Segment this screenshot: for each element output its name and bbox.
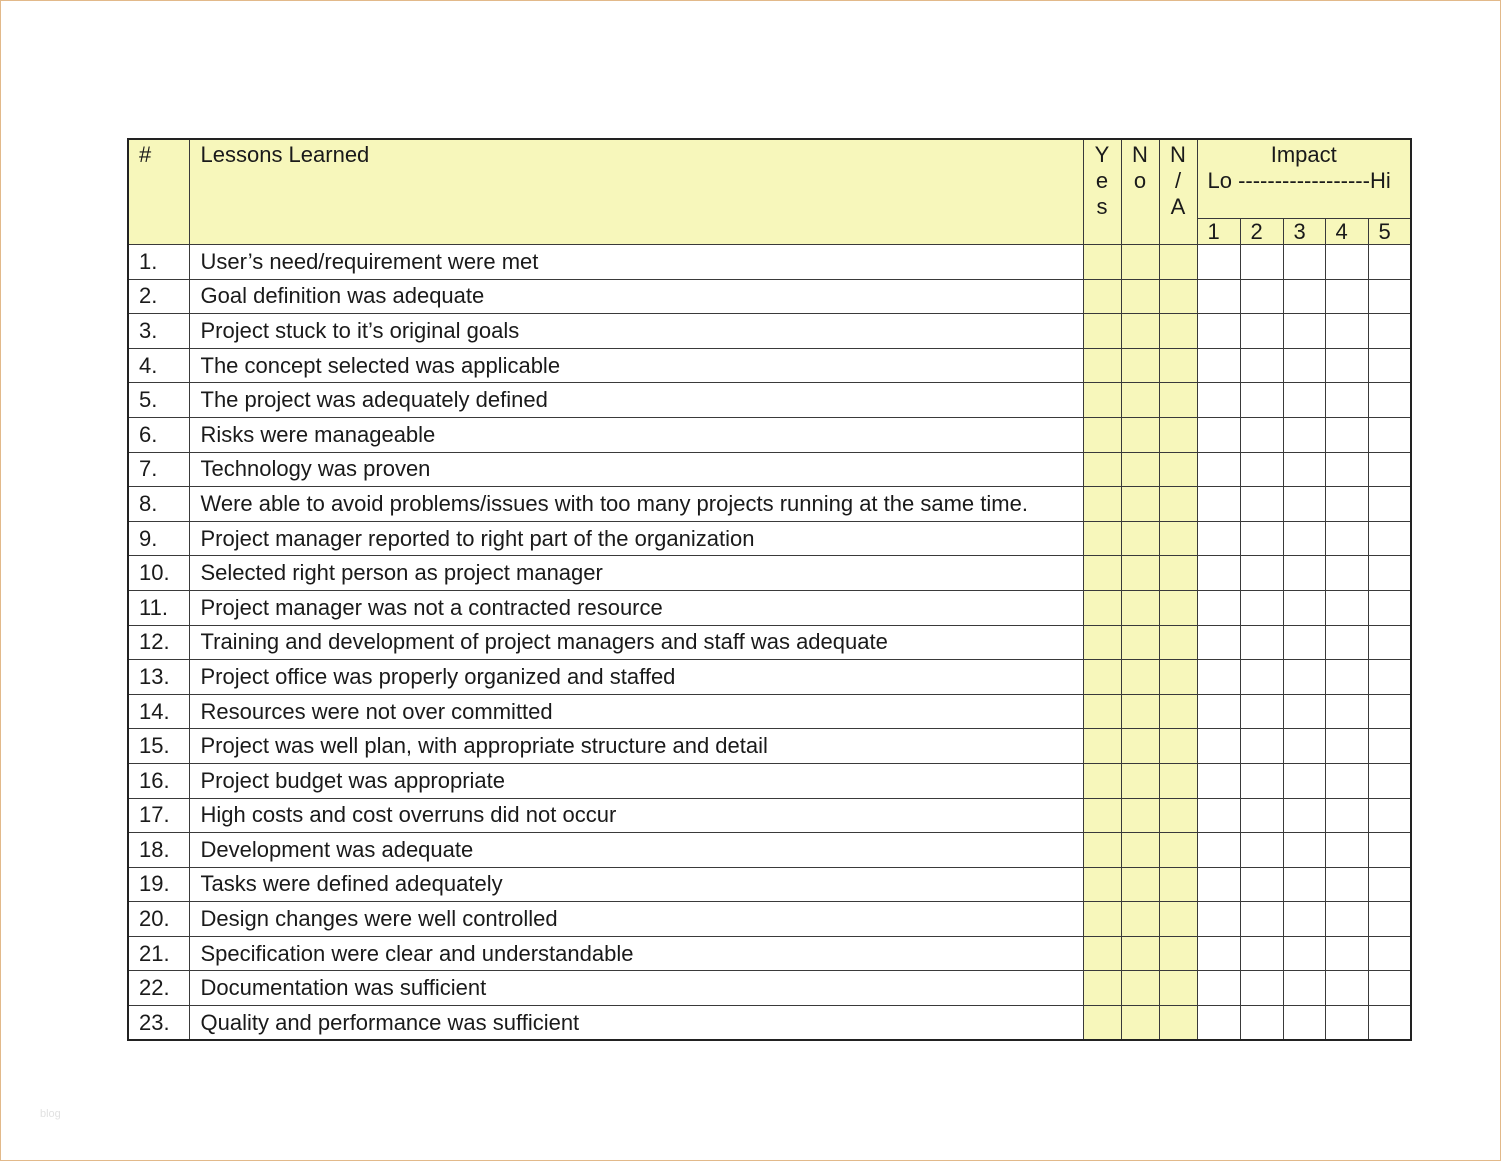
impact-1-cell[interactable] <box>1197 452 1240 487</box>
impact-1-cell[interactable] <box>1197 763 1240 798</box>
row-lesson: Risks were manageable <box>189 417 1083 452</box>
impact-4-cell[interactable] <box>1325 971 1368 1006</box>
row-number: 20. <box>128 902 189 937</box>
impact-3-cell[interactable] <box>1283 833 1325 868</box>
na-checkbox-cell[interactable] <box>1159 971 1197 1006</box>
yes-checkbox-cell[interactable] <box>1083 245 1121 280</box>
row-number: 2. <box>128 279 189 314</box>
no-checkbox-cell[interactable] <box>1121 417 1159 452</box>
impact-4-cell[interactable] <box>1325 1006 1368 1041</box>
impact-1-cell[interactable] <box>1197 694 1240 729</box>
impact-2-cell[interactable] <box>1240 521 1283 556</box>
impact-1-cell[interactable] <box>1197 902 1240 937</box>
no-checkbox-cell[interactable] <box>1121 348 1159 383</box>
row-lesson: Technology was proven <box>189 452 1083 487</box>
impact-3-cell[interactable] <box>1283 279 1325 314</box>
header-row <box>128 139 1411 219</box>
impact-2-cell[interactable] <box>1240 971 1283 1006</box>
impact-5-cell[interactable] <box>1368 245 1411 280</box>
impact-4-cell[interactable] <box>1325 660 1368 695</box>
impact-4-cell[interactable] <box>1325 452 1368 487</box>
impact-4-cell[interactable] <box>1325 833 1368 868</box>
yes-checkbox-cell[interactable] <box>1083 452 1121 487</box>
na-checkbox-cell[interactable] <box>1159 694 1197 729</box>
impact-4-cell[interactable] <box>1325 417 1368 452</box>
table-row <box>128 348 1411 383</box>
impact-3-cell[interactable] <box>1283 1006 1325 1041</box>
impact-2-cell[interactable] <box>1240 660 1283 695</box>
no-checkbox-cell[interactable] <box>1121 867 1159 902</box>
no-checkbox-cell[interactable] <box>1121 694 1159 729</box>
impact-level-4: 4 <box>1325 219 1368 245</box>
table-row <box>128 245 1411 280</box>
no-checkbox-cell[interactable] <box>1121 521 1159 556</box>
na-checkbox-cell[interactable] <box>1159 1006 1197 1041</box>
impact-3-cell[interactable] <box>1283 245 1325 280</box>
row-lesson: Goal definition was adequate <box>189 279 1083 314</box>
header-na-letter: / <box>1174 168 1182 193</box>
na-checkbox-cell[interactable] <box>1159 452 1197 487</box>
row-number: 19. <box>128 867 189 902</box>
impact-4-cell[interactable] <box>1325 348 1368 383</box>
impact-4-cell[interactable] <box>1325 521 1368 556</box>
row-lesson: Tasks were defined adequately <box>189 867 1083 902</box>
impact-4-cell[interactable] <box>1325 314 1368 349</box>
na-checkbox-cell[interactable] <box>1159 729 1197 764</box>
impact-3-cell[interactable] <box>1283 590 1325 625</box>
table-row <box>128 625 1411 660</box>
watermark: blog <box>40 1108 61 1120</box>
impact-3-cell[interactable] <box>1283 487 1325 522</box>
impact-1-cell[interactable] <box>1197 729 1240 764</box>
impact-3-cell[interactable] <box>1283 417 1325 452</box>
no-checkbox-cell[interactable] <box>1121 487 1159 522</box>
no-checkbox-cell[interactable] <box>1121 245 1159 280</box>
impact-5-cell[interactable] <box>1368 729 1411 764</box>
table-row <box>128 487 1411 522</box>
impact-5-cell[interactable] <box>1368 763 1411 798</box>
row-lesson: Project office was properly organized and staffed <box>189 660 1083 695</box>
table-row <box>128 590 1411 625</box>
yes-checkbox-cell[interactable] <box>1083 902 1121 937</box>
na-checkbox-cell[interactable] <box>1159 660 1197 695</box>
impact-scale: Lo ------------------Hi <box>1207 168 1391 193</box>
yes-checkbox-cell[interactable] <box>1083 971 1121 1006</box>
table-row <box>128 521 1411 556</box>
row-number: 13. <box>128 660 189 695</box>
impact-2-cell[interactable] <box>1240 902 1283 937</box>
impact-1-cell[interactable] <box>1197 521 1240 556</box>
impact-1-cell[interactable] <box>1197 867 1240 902</box>
impact-3-cell[interactable] <box>1283 314 1325 349</box>
impact-5-cell[interactable] <box>1368 383 1411 418</box>
header-no <box>1121 139 1159 245</box>
na-checkbox-cell[interactable] <box>1159 348 1197 383</box>
impact-5-cell[interactable] <box>1368 556 1411 591</box>
impact-3-cell[interactable] <box>1283 521 1325 556</box>
impact-4-cell[interactable] <box>1325 936 1368 971</box>
yes-checkbox-cell[interactable] <box>1083 694 1121 729</box>
impact-3-cell[interactable] <box>1283 867 1325 902</box>
no-checkbox-cell[interactable] <box>1121 1006 1159 1041</box>
row-lesson: The project was adequately defined <box>189 383 1083 418</box>
na-checkbox-cell[interactable] <box>1159 833 1197 868</box>
table-row <box>128 902 1411 937</box>
impact-5-cell[interactable] <box>1368 348 1411 383</box>
impact-2-cell[interactable] <box>1240 833 1283 868</box>
impact-5-cell[interactable] <box>1368 590 1411 625</box>
yes-checkbox-cell[interactable] <box>1083 1006 1121 1041</box>
impact-5-cell[interactable] <box>1368 1006 1411 1041</box>
yes-checkbox-cell[interactable] <box>1083 487 1121 522</box>
impact-1-cell[interactable] <box>1197 971 1240 1006</box>
row-lesson: Specification were clear and understandable <box>189 936 1083 971</box>
yes-checkbox-cell[interactable] <box>1083 867 1121 902</box>
row-number: 15. <box>128 729 189 764</box>
impact-1-cell[interactable] <box>1197 660 1240 695</box>
row-number: 18. <box>128 833 189 868</box>
na-checkbox-cell[interactable] <box>1159 867 1197 902</box>
no-checkbox-cell[interactable] <box>1121 452 1159 487</box>
row-lesson: High costs and cost overruns did not occur <box>189 798 1083 833</box>
impact-3-cell[interactable] <box>1283 729 1325 764</box>
impact-1-cell[interactable] <box>1197 348 1240 383</box>
no-checkbox-cell[interactable] <box>1121 936 1159 971</box>
impact-2-cell[interactable] <box>1240 314 1283 349</box>
impact-2-cell[interactable] <box>1240 556 1283 591</box>
no-checkbox-cell[interactable] <box>1121 314 1159 349</box>
yes-checkbox-cell[interactable] <box>1083 729 1121 764</box>
yes-checkbox-cell[interactable] <box>1083 660 1121 695</box>
row-lesson: User’s need/requirement were met <box>189 245 1083 280</box>
impact-5-cell[interactable] <box>1368 452 1411 487</box>
row-number: 8. <box>128 487 189 522</box>
impact-1-cell[interactable] <box>1197 833 1240 868</box>
na-checkbox-cell[interactable] <box>1159 487 1197 522</box>
impact-5-cell[interactable] <box>1368 314 1411 349</box>
header-impact <box>1197 139 1411 219</box>
na-checkbox-cell[interactable] <box>1159 798 1197 833</box>
yes-checkbox-cell[interactable] <box>1083 590 1121 625</box>
impact-2-cell[interactable] <box>1240 487 1283 522</box>
impact-2-cell[interactable] <box>1240 729 1283 764</box>
impact-4-cell[interactable] <box>1325 625 1368 660</box>
impact-1-cell[interactable] <box>1197 279 1240 314</box>
yes-checkbox-cell[interactable] <box>1083 798 1121 833</box>
no-checkbox-cell[interactable] <box>1121 590 1159 625</box>
impact-4-cell[interactable] <box>1325 556 1368 591</box>
row-number: 11. <box>128 590 189 625</box>
impact-2-cell[interactable] <box>1240 245 1283 280</box>
no-checkbox-cell[interactable] <box>1121 833 1159 868</box>
na-checkbox-cell[interactable] <box>1159 314 1197 349</box>
yes-checkbox-cell[interactable] <box>1083 625 1121 660</box>
impact-1-cell[interactable] <box>1197 798 1240 833</box>
impact-4-cell[interactable] <box>1325 279 1368 314</box>
impact-4-cell[interactable] <box>1325 245 1368 280</box>
table-row <box>128 660 1411 695</box>
row-lesson: Quality and performance was sufficient <box>189 1006 1083 1041</box>
impact-1-cell[interactable] <box>1197 245 1240 280</box>
impact-1-cell[interactable] <box>1197 625 1240 660</box>
impact-5-cell[interactable] <box>1368 487 1411 522</box>
yes-checkbox-cell[interactable] <box>1083 936 1121 971</box>
row-lesson: The concept selected was applicable <box>189 348 1083 383</box>
impact-level-3: 3 <box>1283 219 1325 245</box>
impact-2-cell[interactable] <box>1240 417 1283 452</box>
table-row <box>128 833 1411 868</box>
yes-checkbox-cell[interactable] <box>1083 314 1121 349</box>
impact-1-cell[interactable] <box>1197 936 1240 971</box>
table-row <box>128 556 1411 591</box>
row-number: 3. <box>128 314 189 349</box>
no-checkbox-cell[interactable] <box>1121 971 1159 1006</box>
yes-checkbox-cell[interactable] <box>1083 383 1121 418</box>
row-lesson: Project stuck to it’s original goals <box>189 314 1083 349</box>
row-number: 16. <box>128 763 189 798</box>
header-na <box>1159 139 1197 245</box>
header-no-letter: o <box>1133 168 1147 193</box>
lessons-learned-table <box>127 138 1412 1041</box>
impact-title: Impact <box>1270 142 1337 167</box>
impact-4-cell[interactable] <box>1325 694 1368 729</box>
table-row <box>128 279 1411 314</box>
impact-3-cell[interactable] <box>1283 625 1325 660</box>
yes-checkbox-cell[interactable] <box>1083 833 1121 868</box>
row-lesson: Design changes were well controlled <box>189 902 1083 937</box>
impact-1-cell[interactable] <box>1197 417 1240 452</box>
impact-1-cell[interactable] <box>1197 383 1240 418</box>
row-lesson: Selected right person as project manager <box>189 556 1083 591</box>
yes-checkbox-cell[interactable] <box>1083 279 1121 314</box>
impact-5-cell[interactable] <box>1368 798 1411 833</box>
row-number: 23. <box>128 1006 189 1041</box>
impact-1-cell[interactable] <box>1197 487 1240 522</box>
impact-3-cell[interactable] <box>1283 383 1325 418</box>
no-checkbox-cell[interactable] <box>1121 625 1159 660</box>
impact-3-cell[interactable] <box>1283 556 1325 591</box>
table-row <box>128 763 1411 798</box>
impact-3-cell[interactable] <box>1283 660 1325 695</box>
header-na-letter: N <box>1170 142 1186 167</box>
yes-checkbox-cell[interactable] <box>1083 763 1121 798</box>
row-lesson: Training and development of project managers and staff was adequate <box>189 625 1083 660</box>
row-lesson: Project manager was not a contracted resource <box>189 590 1083 625</box>
row-number: 10. <box>128 556 189 591</box>
impact-5-cell[interactable] <box>1368 971 1411 1006</box>
na-checkbox-cell[interactable] <box>1159 936 1197 971</box>
row-number: 1. <box>128 245 189 280</box>
impact-2-cell[interactable] <box>1240 452 1283 487</box>
row-lesson: Were able to avoid problems/issues with too many projects running at the same time. <box>189 487 1083 522</box>
impact-level-5: 5 <box>1368 219 1411 245</box>
row-lesson: Development was adequate <box>189 833 1083 868</box>
impact-2-cell[interactable] <box>1240 279 1283 314</box>
table-row <box>128 971 1411 1006</box>
impact-3-cell[interactable] <box>1283 798 1325 833</box>
table-row <box>128 383 1411 418</box>
impact-1-cell[interactable] <box>1197 1006 1240 1041</box>
na-checkbox-cell[interactable] <box>1159 763 1197 798</box>
impact-2-cell[interactable] <box>1240 625 1283 660</box>
na-checkbox-cell[interactable] <box>1159 902 1197 937</box>
impact-5-cell[interactable] <box>1368 694 1411 729</box>
impact-4-cell[interactable] <box>1325 867 1368 902</box>
header-number: # <box>128 139 189 245</box>
impact-1-cell[interactable] <box>1197 556 1240 591</box>
row-number: 17. <box>128 798 189 833</box>
header-na-letter: A <box>1170 194 1186 219</box>
table-row <box>128 1006 1411 1041</box>
impact-3-cell[interactable] <box>1283 936 1325 971</box>
row-lesson: Project was well plan, with appropriate structure and detail <box>189 729 1083 764</box>
impact-4-cell[interactable] <box>1325 902 1368 937</box>
impact-5-cell[interactable] <box>1368 417 1411 452</box>
impact-level-2: 2 <box>1240 219 1283 245</box>
no-checkbox-cell[interactable] <box>1121 763 1159 798</box>
impact-4-cell[interactable] <box>1325 590 1368 625</box>
no-checkbox-cell[interactable] <box>1121 798 1159 833</box>
impact-3-cell[interactable] <box>1283 694 1325 729</box>
impact-2-cell[interactable] <box>1240 694 1283 729</box>
impact-3-cell[interactable] <box>1283 902 1325 937</box>
impact-5-cell[interactable] <box>1368 902 1411 937</box>
impact-2-cell[interactable] <box>1240 348 1283 383</box>
row-number: 9. <box>128 521 189 556</box>
header-lessons-learned: Lessons Learned <box>189 139 1083 245</box>
impact-5-cell[interactable] <box>1368 521 1411 556</box>
row-number: 21. <box>128 936 189 971</box>
impact-2-cell[interactable] <box>1240 867 1283 902</box>
impact-2-cell[interactable] <box>1240 383 1283 418</box>
row-number: 4. <box>128 348 189 383</box>
row-lesson: Resources were not over committed <box>189 694 1083 729</box>
header-yes-letter: e <box>1095 168 1109 193</box>
impact-2-cell[interactable] <box>1240 798 1283 833</box>
no-checkbox-cell[interactable] <box>1121 660 1159 695</box>
table-row <box>128 694 1411 729</box>
row-lesson: Project budget was appropriate <box>189 763 1083 798</box>
row-number: 22. <box>128 971 189 1006</box>
row-number: 7. <box>128 452 189 487</box>
impact-4-cell[interactable] <box>1325 383 1368 418</box>
impact-1-cell[interactable] <box>1197 314 1240 349</box>
na-checkbox-cell[interactable] <box>1159 245 1197 280</box>
impact-5-cell[interactable] <box>1368 660 1411 695</box>
impact-3-cell[interactable] <box>1283 763 1325 798</box>
na-checkbox-cell[interactable] <box>1159 556 1197 591</box>
no-checkbox-cell[interactable] <box>1121 279 1159 314</box>
na-checkbox-cell[interactable] <box>1159 383 1197 418</box>
yes-checkbox-cell[interactable] <box>1083 521 1121 556</box>
impact-level-1: 1 <box>1197 219 1240 245</box>
impact-2-cell[interactable] <box>1240 936 1283 971</box>
impact-2-cell[interactable] <box>1240 763 1283 798</box>
impact-3-cell[interactable] <box>1283 971 1325 1006</box>
impact-4-cell[interactable] <box>1325 798 1368 833</box>
na-checkbox-cell[interactable] <box>1159 279 1197 314</box>
yes-checkbox-cell[interactable] <box>1083 348 1121 383</box>
impact-4-cell[interactable] <box>1325 729 1368 764</box>
impact-5-cell[interactable] <box>1368 867 1411 902</box>
yes-checkbox-cell[interactable] <box>1083 556 1121 591</box>
table-row <box>128 936 1411 971</box>
no-checkbox-cell[interactable] <box>1121 902 1159 937</box>
na-checkbox-cell[interactable] <box>1159 417 1197 452</box>
header-yes <box>1083 139 1121 245</box>
table-row <box>128 867 1411 902</box>
impact-5-cell[interactable] <box>1368 279 1411 314</box>
table-row <box>128 729 1411 764</box>
row-lesson: Project manager reported to right part of the organization <box>189 521 1083 556</box>
impact-5-cell[interactable] <box>1368 833 1411 868</box>
table-row <box>128 417 1411 452</box>
impact-5-cell[interactable] <box>1368 936 1411 971</box>
yes-checkbox-cell[interactable] <box>1083 417 1121 452</box>
impact-5-cell[interactable] <box>1368 625 1411 660</box>
na-checkbox-cell[interactable] <box>1159 590 1197 625</box>
header-no-letter: N <box>1132 142 1148 167</box>
header-yes-letter: Y <box>1094 142 1110 167</box>
impact-3-cell[interactable] <box>1283 452 1325 487</box>
na-checkbox-cell[interactable] <box>1159 521 1197 556</box>
table-row <box>128 314 1411 349</box>
row-number: 5. <box>128 383 189 418</box>
header-yes-letter: s <box>1096 194 1108 219</box>
impact-1-cell[interactable] <box>1197 590 1240 625</box>
impact-4-cell[interactable] <box>1325 763 1368 798</box>
impact-3-cell[interactable] <box>1283 348 1325 383</box>
impact-2-cell[interactable] <box>1240 1006 1283 1041</box>
row-lesson: Documentation was sufficient <box>189 971 1083 1006</box>
row-number: 14. <box>128 694 189 729</box>
row-number: 6. <box>128 417 189 452</box>
row-number: 12. <box>128 625 189 660</box>
na-checkbox-cell[interactable] <box>1159 625 1197 660</box>
table-row <box>128 798 1411 833</box>
table-row <box>128 452 1411 487</box>
no-checkbox-cell[interactable] <box>1121 383 1159 418</box>
impact-2-cell[interactable] <box>1240 590 1283 625</box>
no-checkbox-cell[interactable] <box>1121 729 1159 764</box>
impact-4-cell[interactable] <box>1325 487 1368 522</box>
no-checkbox-cell[interactable] <box>1121 556 1159 591</box>
